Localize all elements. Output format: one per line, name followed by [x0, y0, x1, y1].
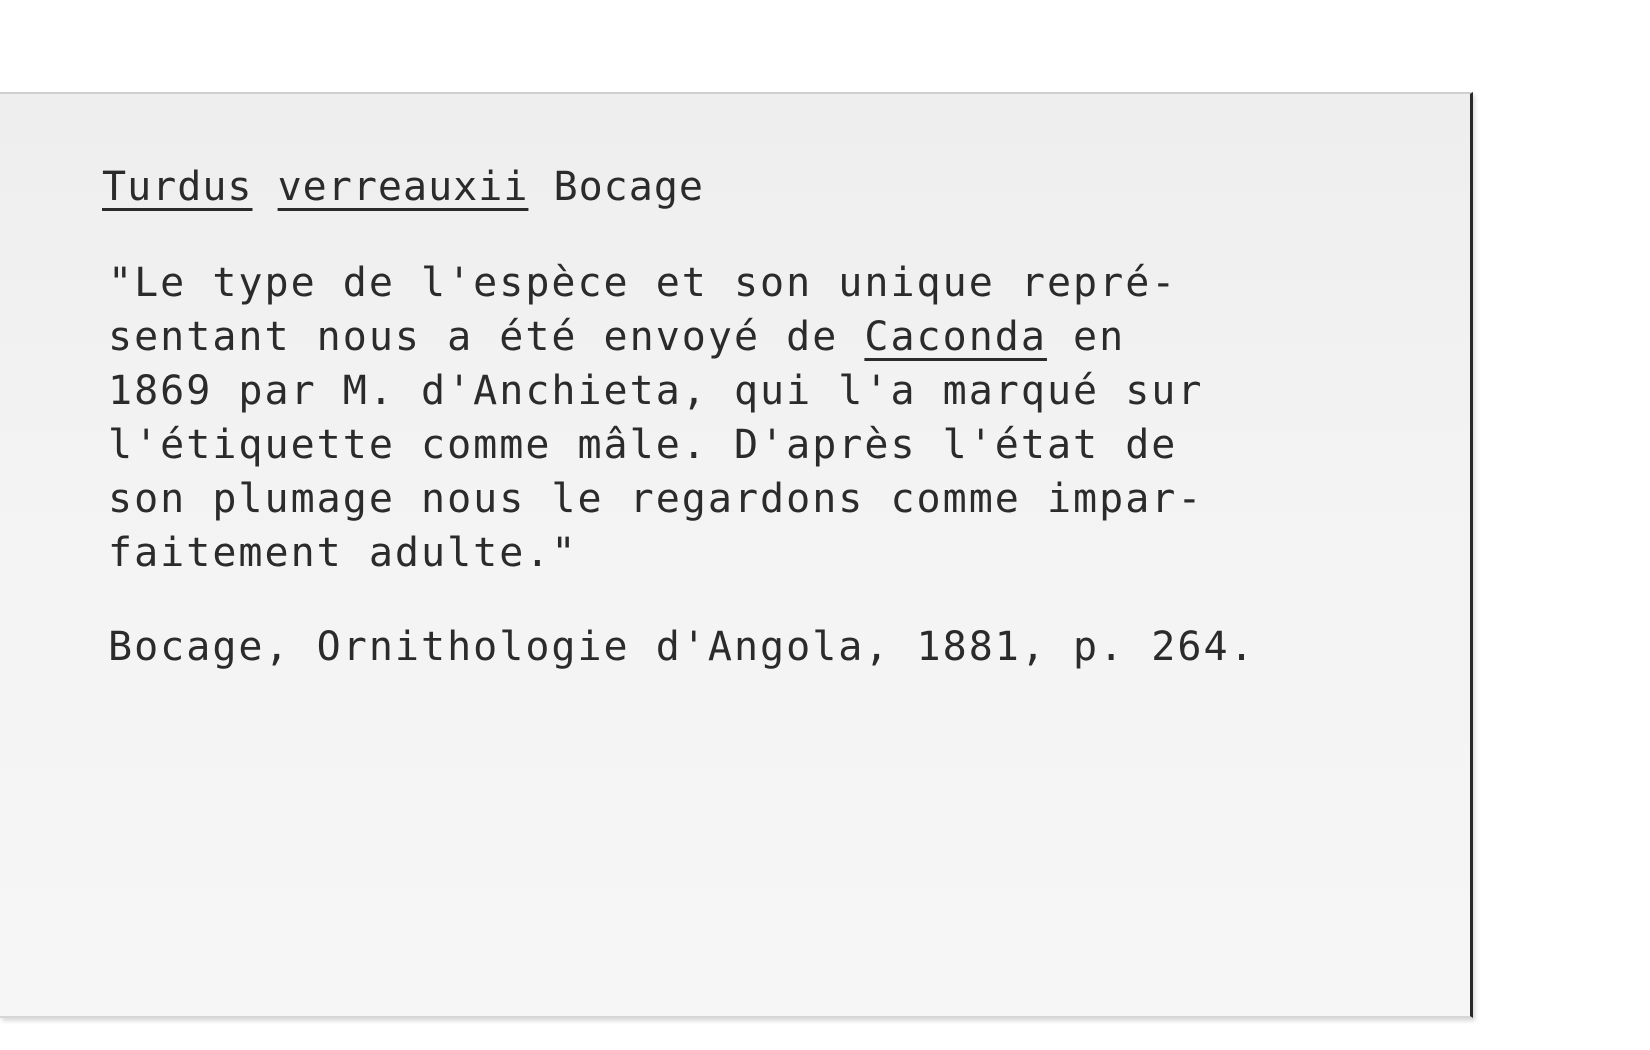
- quote-line-3: 1869 par M. d'Anchieta, qui l'a marqué sur: [108, 368, 1204, 414]
- species-name: verreauxii: [277, 164, 529, 210]
- locality-name: Caconda: [864, 314, 1047, 360]
- quote-line-2: [108, 310, 1448, 364]
- taxon-title: [102, 164, 704, 210]
- quote-line-2-text: sentant nous a été envoyé de: [108, 314, 865, 360]
- author-name: Bocage: [553, 164, 705, 210]
- index-card: [0, 92, 1473, 1018]
- quote-line-4: l'étiquette comme mâle. D'après l'état de: [108, 422, 1178, 468]
- card-content: [0, 94, 1470, 1016]
- genus-name: Turdus: [102, 164, 253, 210]
- bibliographic-citation: Bocage, Ornithologie d'Angola, 1881, p. 264.: [108, 624, 1256, 670]
- quote-line-2-end: en: [1046, 314, 1126, 360]
- quote-line-5: son plumage nous le regardons comme impar-: [108, 476, 1204, 522]
- quotation-block: [108, 256, 1448, 580]
- quote-line-1: "Le type de l'espèce et son unique repré-: [108, 260, 1178, 306]
- quote-line-6: faitement adulte.": [108, 530, 578, 576]
